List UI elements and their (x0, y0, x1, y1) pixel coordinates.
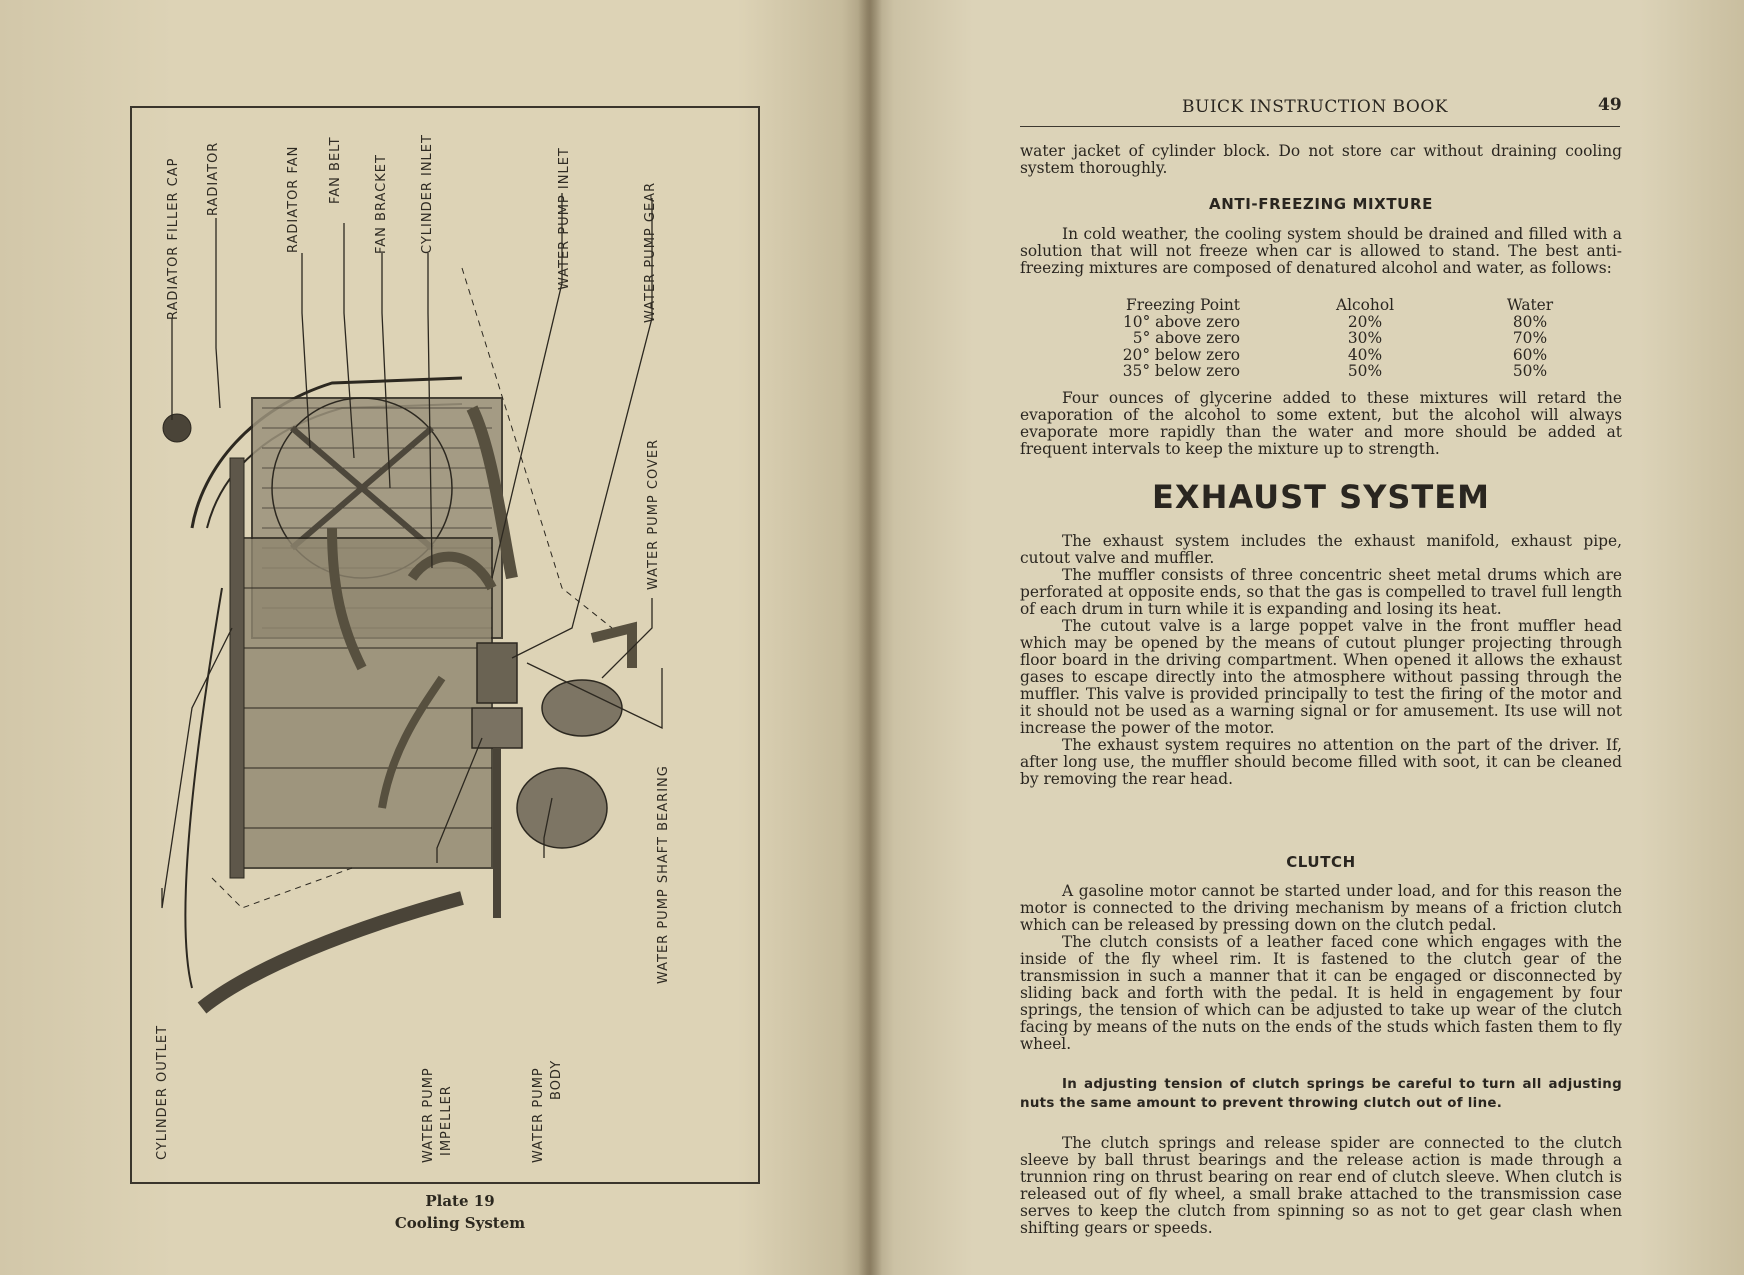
label-water-pump-impeller-1: WATER PUMP (421, 1067, 436, 1163)
freezing-table-header (1070, 297, 1590, 314)
cell-water: 70% (1512, 329, 1548, 347)
label-water-pump-inlet: WATER PUMP INLET (557, 147, 572, 290)
cell-water: 60% (1512, 345, 1548, 364)
glycerine-paragraph: Four ounces of glycerine added to these mixtures will retard the evaporation of the alcohol to some extent, but the alcohol will always evaporate more rapidly than the water and more should be added at frequent intervals to keep the mixture up to strength. (1020, 389, 1622, 458)
header-water: Water (1506, 296, 1554, 314)
exhaust-paragraph: The muffler consists of three concentric sheet metal drums which are perforated at opposite ends, so that the gas is compelled to travel full length of each drum in turn while it is expanding and losing its heat. (1020, 566, 1622, 618)
label-water-pump-cover: WATER PUMP COVER (646, 438, 661, 590)
exhaust-heading: EXHAUST SYSTEM (1152, 478, 1490, 516)
label-radiator: RADIATOR (206, 141, 221, 216)
intro-text (1020, 143, 1622, 177)
clutch-warning (1020, 1075, 1622, 1113)
label-cylinder-inlet: CYLINDER INLET (420, 134, 435, 254)
cell-alcohol: 30% (1347, 329, 1383, 347)
cell-freezing-point: 5° above zero (1132, 329, 1240, 347)
page-number: 49 (1598, 95, 1622, 115)
exhaust-text (1020, 533, 1622, 788)
table-row (1070, 330, 1590, 347)
header-freezing-point: Freezing Point (1126, 296, 1240, 314)
cooling-system-drawing (132, 108, 758, 1182)
label-water-pump-body-2: BODY (549, 1059, 564, 1100)
plate-illustration (130, 106, 760, 1184)
label-radiator-filler-cap: RADIATOR FILLER CAP (166, 157, 181, 320)
clutch-heading: CLUTCH (1286, 853, 1356, 871)
cell-water: 80% (1512, 312, 1548, 331)
running-title: BUICK INSTRUCTION BOOK (1182, 97, 1449, 117)
exhaust-paragraph: The exhaust system requires no attention on the part of the driver. If, after long use, the muffler should become filled with soot, it can be cleaned by removing the rear head. (1020, 736, 1622, 788)
plate-number: Plate 19 (425, 1192, 495, 1210)
label-water-pump-gear: WATER PUMP GEAR (643, 181, 658, 323)
table-row (1070, 347, 1590, 364)
running-head (1020, 95, 1620, 123)
table-row (1070, 314, 1590, 331)
header-alcohol: Alcohol (1335, 296, 1395, 314)
cell-alcohol: 50% (1347, 362, 1383, 380)
clutch-text (1020, 883, 1622, 1053)
anti-freeze-paragraph: In cold weather, the cooling system should be drained and filled with a solution that will not freeze when car is allowed to stand. The best anti-freezing mixtures are composed of denatured alcohol and water, as follows: (1020, 225, 1622, 277)
label-fan-belt: FAN BELT (328, 136, 343, 204)
cell-freezing-point: 35° below zero (1122, 362, 1240, 380)
label-radiator-fan: RADIATOR FAN (286, 145, 301, 253)
plate-title: Cooling System (394, 1214, 526, 1232)
cell-freezing-point: 10° above zero (1122, 312, 1240, 331)
engine-drawing (163, 268, 632, 1008)
label-water-pump-impeller-2: IMPELLER (439, 1085, 454, 1156)
table-row (1070, 363, 1590, 380)
anti-freeze-heading: ANTI-FREEZING MIXTURE (1209, 195, 1433, 213)
book-gutter (858, 0, 882, 1275)
exhaust-paragraph: The cutout valve is a large poppet valve in the front muffler head which may be opened by the means of cutout plunger projecting through floor board in the driving compartment. When opened it allows the exhaust gases to escape directly into the atmosphere without passing through the muffler. This valve is provided principally to test the firing of the motor and it should not be used as a warning signal or for amusement. Its use will not increase the power of the motor. (1020, 617, 1622, 737)
anti-freeze-intro (1020, 226, 1622, 277)
exhaust-paragraph: The exhaust system includes the exhaust manifold, exhaust pipe, cutout valve and muffler. (1020, 532, 1622, 567)
cell-water: 50% (1512, 362, 1548, 380)
clutch-warning-text: In adjusting tension of clutch springs be careful to turn all adjusting nuts the same amount to prevent throwing clutch out of line. (1020, 1077, 1622, 1111)
clutch-paragraph: The clutch consists of a leather faced cone which engages with the inside of the fly wheel rim. It is fastened to the clutch gear of the transmission in such a manner that it can be engaged or disconnected by sliding back and forth with the pedal. It is held in engagement by four springs, the tension of which can be adjusted to take up wear of the clutch facing by means of the nuts on the ends of the studs which fasten them to fly wheel. (1020, 933, 1622, 1053)
cell-alcohol: 40% (1347, 345, 1383, 364)
label-water-pump-body-1: WATER PUMP (531, 1067, 546, 1163)
label-water-pump-shaft-bearing: WATER PUMP SHAFT BEARING (656, 765, 671, 984)
glycerine-text (1020, 390, 1622, 458)
clutch-paragraph: A gasoline motor cannot be started under load, and for this reason the motor is connected to the driving mechanism by means of a friction clutch which can be released by pressing down on the clutch pedal. (1020, 882, 1622, 934)
clutch-final-paragraph: The clutch springs and release spider are connected to the clutch sleeve by ball thrust bearings and the release action is made through a trunnion ring on thrust bearing on rear end of clutch sleeve. When clutch is released out of fly wheel, a small brake attached to the transmission case serves to keep the clutch from spinning so as not to get gear clash when shifting gears or speeds. (1020, 1134, 1622, 1237)
header-rule (1020, 126, 1620, 127)
cell-alcohol: 20% (1347, 312, 1383, 331)
intro-paragraph: water jacket of cylinder block. Do not store car without draining cooling system thoroughly. (1020, 142, 1622, 177)
plate-caption (340, 1190, 580, 1234)
clutch-final-text (1020, 1135, 1622, 1237)
cell-freezing-point: 20° below zero (1122, 345, 1240, 364)
freezing-table (1070, 297, 1590, 380)
label-cylinder-outlet: CYLINDER OUTLET (155, 1024, 170, 1160)
label-fan-bracket: FAN BRACKET (374, 154, 389, 254)
